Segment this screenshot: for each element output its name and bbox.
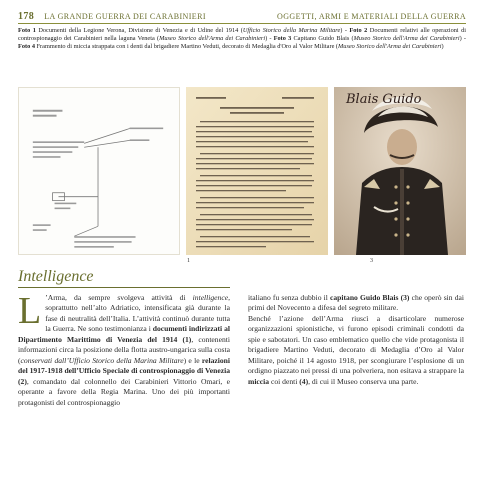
portrait-signature: Blais Guido	[346, 92, 422, 107]
left-text-5: , comandato dal colonnello dei Carabinieri Vittorio Omari, e operante a favore della Regia Marina. Uno dei più importanti protagonisti del controspionaggio	[18, 376, 230, 407]
right-bold-blais: capitano Guido Blais (3)	[330, 293, 410, 302]
body-column-left	[18, 290, 230, 408]
photo-number-1: 1	[187, 258, 190, 264]
caption-foto1-source: Ufficio Storico della Marina Militare	[242, 27, 341, 34]
figure-caption	[18, 27, 466, 52]
photo-number-3: 3	[370, 258, 373, 264]
left-italic-intelligence: intelligence	[192, 293, 229, 302]
caption-foto3-text: Capitano Guido Blais (	[293, 35, 354, 43]
caption-foto3-label: Foto 3	[273, 35, 292, 43]
body-column-right	[248, 293, 464, 387]
left-text-3: , contenenti informazioni circa la posizione della flotta austro-ungarica sulla costa (	[18, 334, 230, 365]
section-title-rule	[18, 287, 230, 288]
right-text-4: coi denti	[269, 376, 300, 386]
right-bold-miccia: miccia	[248, 376, 270, 386]
drop-cap: L	[18, 290, 42, 332]
header-chapter-title: OGGETTI, ARMI E MATERIALI DELLA GUERRA	[277, 11, 466, 21]
photo-strip	[18, 87, 466, 255]
page-number: 178	[18, 10, 35, 22]
right-text-1: italiano fu senza dubbio il	[248, 293, 330, 302]
right-text-5: , di cui il Museo conserva una parte.	[308, 376, 419, 386]
caption-foto1-text: Documenti della Legione Verona, Divisione di Venezia e di Udine del 1914 (	[38, 27, 243, 34]
caption-foto4-source: Museo Storico dell'Arma dei Carabinieri	[338, 43, 442, 51]
running-header	[18, 10, 466, 22]
header-rule	[18, 23, 466, 24]
typewritten-letter-image	[186, 87, 328, 255]
caption-foto4-text: Frammento di miccia strappata con i denti dal brigadiere Martino Veduti, decorato di Medaglia d'Oro al Valor Militare (	[36, 43, 339, 51]
header-book-title: LA GRANDE GUERRA DEI CARABINIERI	[44, 11, 206, 21]
photo-counterespionage-report	[186, 87, 328, 255]
left-text-4: ) e le	[183, 355, 202, 365]
section-title: Intelligence	[18, 268, 94, 285]
caption-foto2-source: Museo Storico dell'Arma dei Carabinieri	[159, 35, 266, 43]
caption-foto1-end: ) -	[340, 27, 350, 34]
right-bold-ref4: (4)	[299, 376, 309, 386]
right-text-3: Benché l’azione dell’Arma riuscì a disarticolare numerose organizzazioni spionistiche, vi furono episodi criminali condotti da spie e sabotatori. Un caso emblematico quello che vide protagonista il brigadiere Martino Veduti, decorato di Medaglia d’Oro al Valor Militare, poiché il 14 agosto 1918, per scongiurare l’esplosione di un ordigno piazzato nei pressi di una polveriera, non esitava a strappare la	[248, 313, 464, 376]
photo-document-1914	[18, 87, 180, 255]
caption-foto1-label: Foto 1	[18, 27, 36, 34]
caption-foto3-end: ) -	[459, 35, 466, 43]
left-text-1: ’Arma, da sempre svolgeva attività di	[45, 293, 193, 302]
caption-foto2-text: Documenti relativi alle operazioni di controspionaggio dei Carabinieri nella laguna Veneta (	[18, 27, 467, 43]
left-paragraph	[18, 290, 230, 408]
caption-foto3-source: Museo Storico dell'Arma dei Carabinieri	[353, 35, 460, 43]
left-text-2: , soprattutto nell’alto Adriatico, intensificata già durante la fase di neutralità dell’Italia. L’attività continuò durante tutta la Guerra. Ne sono testimonianza i	[45, 293, 230, 334]
caption-foto4-end: )	[441, 43, 444, 51]
portrait-image	[334, 87, 466, 255]
right-text-2: che operò sin dai primi del Novecento a difesa del segreto militare.	[248, 293, 464, 313]
caption-foto2-end: ) -	[265, 35, 274, 43]
left-bold-documents: documenti indirizzati al Dipartimento Marittimo di Venezia del 1914 (1)	[18, 324, 230, 344]
caption-foto2-label: Foto 2	[349, 27, 368, 34]
left-bold-reports: relazioni del 1917-1918 dell’Ufficio Speciale di controspionaggio di Venezia (2)	[18, 355, 230, 386]
photo-captain-blais-portrait	[334, 87, 466, 255]
left-italic-source: conservati dall’Ufficio Storico della Marina Militare	[20, 355, 184, 365]
right-paragraph-1	[248, 293, 464, 314]
right-paragraph-2	[248, 314, 464, 387]
document-diagram-image	[19, 88, 179, 254]
caption-foto4-label: Foto 4	[18, 43, 35, 51]
